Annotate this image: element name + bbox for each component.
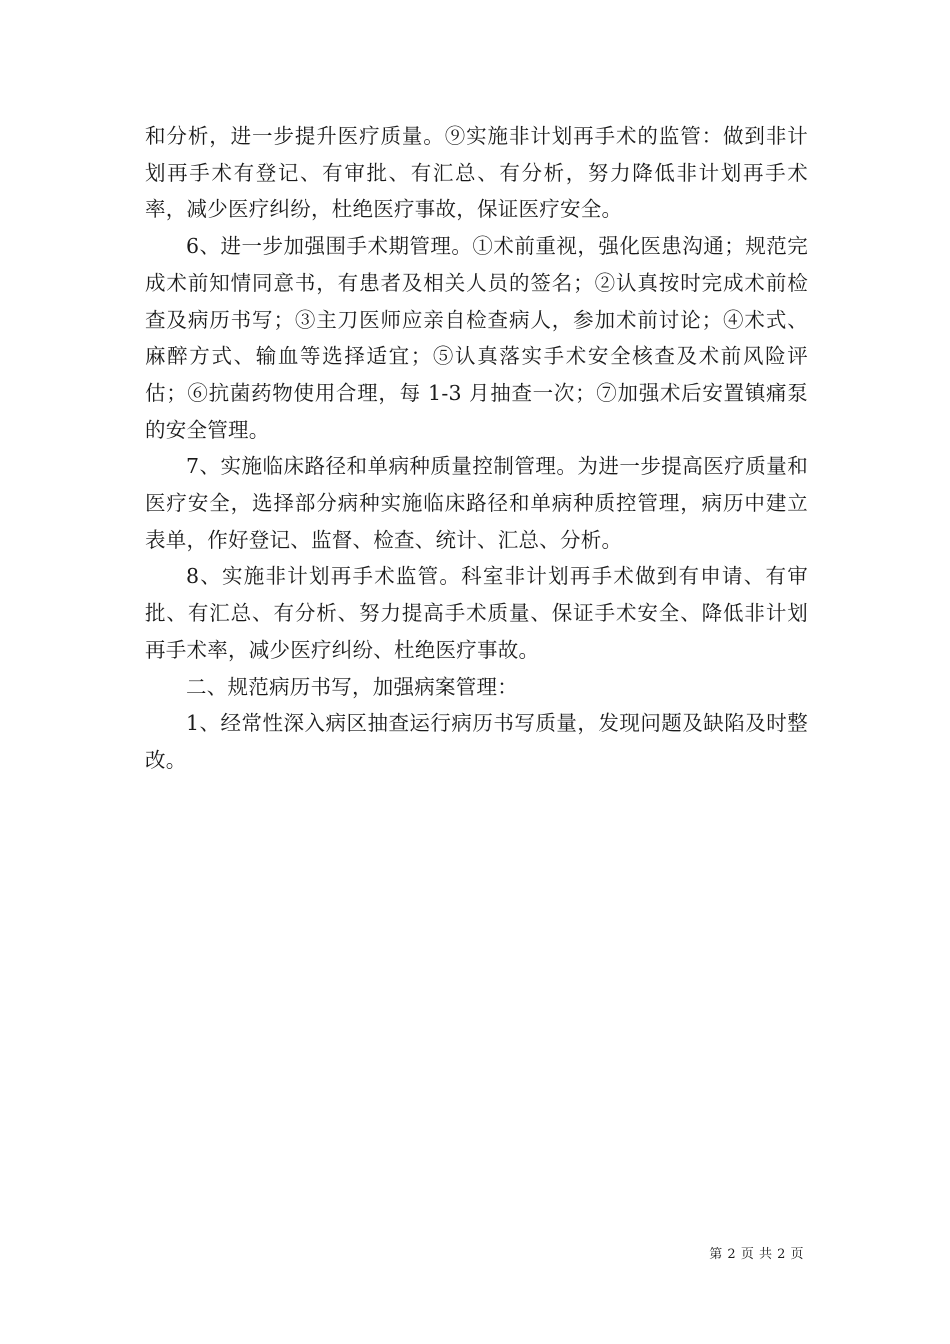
document-body — [145, 118, 808, 779]
paragraph-item-1: 1、经常性深入病区抽查运行病历书写质量，发现问题及缺陷及时整改。 — [145, 711, 808, 772]
paragraph-continuation: 和分析，进一步提升医疗质量。⑨实施非计划再手术的监管：做到非计划再手术有登记、有审批、有汇总、有分析，努力降低非计划再手术率，减少医疗纠纷，杜绝医疗事故，保证医疗安全。 — [145, 124, 808, 222]
paragraph-item-7: 7、实施临床路径和单病种质量控制管理。为进一步提高医疗质量和医疗安全，选择部分病种实施临床路径和单病种质控管理，病历中建立表单，作好登记、监督、检查、统计、汇总、分析。 — [145, 454, 808, 552]
page-number-footer: 第 2 页 共 2 页 — [709, 1247, 804, 1262]
paragraph-item-6: 6、进一步加强围手术期管理。①术前重视，强化医患沟通；规范完成术前知情同意书，有患者及相关人员的签名；②认真按时完成术前检查及病历书写；③主刀医师应亲自检查病人，参加术前讨论；④术式、麻醉方式、输血等选择适宜；⑤认真落实手术安全核查及术前风险评估；⑥抗菌药物使用合理，每 1-3 月抽查一次；⑦加强术后安置镇痛泵的安全管理。 — [145, 234, 808, 442]
section-heading: 二、规范病历书写，加强病案管理： — [186, 674, 518, 699]
paragraph-item-8: 8、实施非计划再手术监管。科室非计划再手术做到有申请、有审批、有汇总、有分析、努力提高手术质量、保证手术安全、降低非计划再手术率，减少医疗纠纷、杜绝医疗事故。 — [145, 564, 808, 662]
